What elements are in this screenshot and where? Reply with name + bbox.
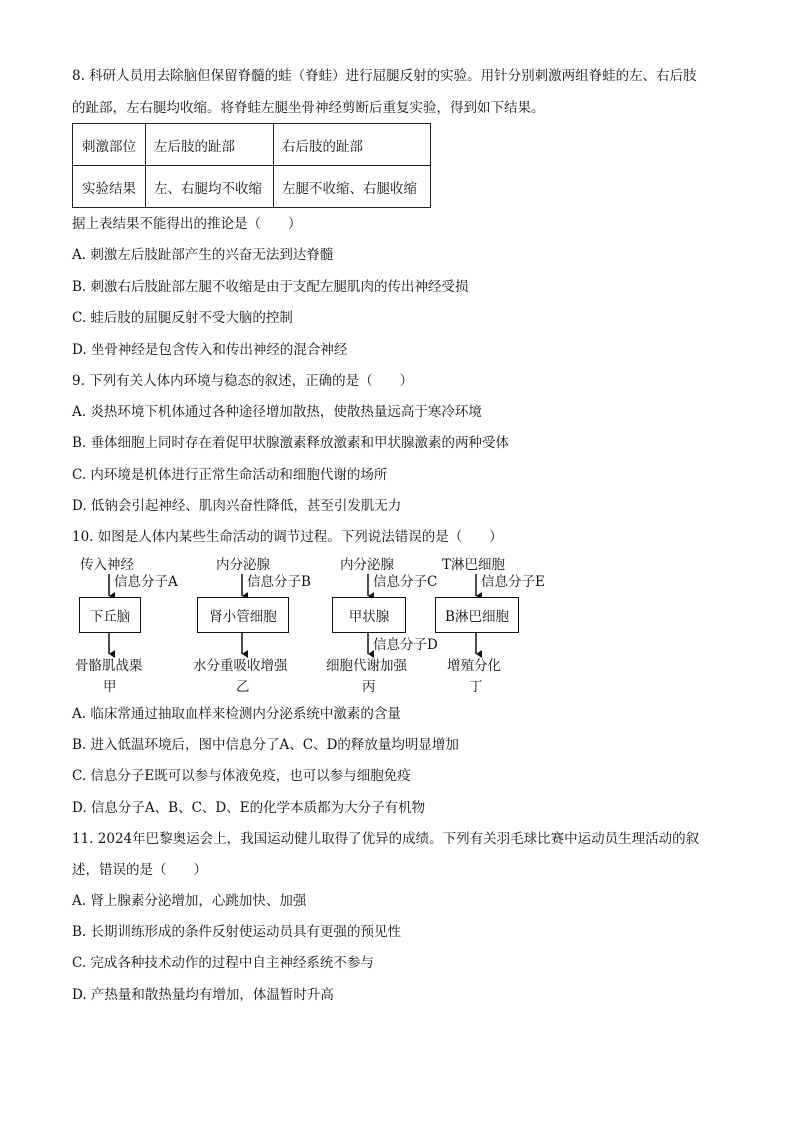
q11-stem-line1: 11. 2024年巴黎奥运会上，我国运动健儿取得了优异的成绩。下列有关羽毛球比赛中运动员生理活动的叙 [72, 831, 700, 847]
q10-option-c: C. 信息分子E既可以参与体液免疫，也可以参与细胞免疫 [72, 768, 411, 784]
q8-question: 据上表结果不能得出的推论是（ ） [72, 216, 302, 232]
q8-option-a: A. 刺激左后肢趾部产生的兴奋无法到达脊髓 [72, 247, 334, 263]
source-label: 内分泌腺 [340, 557, 394, 573]
panel-label: 丁 [469, 679, 483, 695]
box-b-lymphocyte: B淋巴细胞 [435, 597, 519, 633]
signal-label: 信息分子C [373, 574, 438, 590]
table-cell: 左、右腿均不收缩 [146, 166, 274, 208]
q11-option-a: A. 肾上腺素分泌增加，心跳加快、加强 [72, 893, 307, 909]
table-cell: 刺激部位 [73, 124, 146, 166]
effect-label: 增殖分化 [447, 658, 501, 674]
effect-label: 细胞代谢加强 [326, 658, 407, 674]
q9-option-d: D. 低钠会引起神经、肌肉兴奋性降低，甚至引发肌无力 [72, 498, 402, 514]
table-cell: 左腿不收缩、右腿收缩 [274, 166, 431, 208]
signal-label: 信息分子E [481, 574, 545, 590]
q11-option-d: D. 产热量和散热量均有增加，体温暂时升高 [72, 987, 334, 1003]
q8-option-d: D. 坐骨神经是包含传入和传出神经的混合神经 [72, 342, 348, 358]
q9-option-a: A. 炎热环境下机体通过各种途径增加散热，使散热量远高于寒冷环境 [72, 404, 482, 420]
q11-option-b: B. 长期训练形成的条件反射使运动员具有更强的预见性 [72, 924, 402, 940]
source-label: 传入神经 [80, 557, 134, 573]
box-hypothalamus: 下丘脑 [79, 597, 141, 633]
box-renal-tubule-cell: 肾小管细胞 [197, 597, 289, 633]
signal-d-label: 信息分子D [373, 637, 438, 653]
box-thyroid: 甲状腺 [332, 597, 406, 633]
q11-option-c: C. 完成各种技术动作的过程中自主神经系统不参与 [72, 955, 374, 971]
table-cell: 左后肢的趾部 [146, 124, 274, 166]
source-label: T淋巴细胞 [442, 557, 506, 573]
q8-stem-line2: 的趾部，左右腿均收缩。将脊蛙左腿坐骨神经剪断后重复实验，得到如下结果。 [72, 100, 545, 116]
signal-label: 信息分子B [247, 574, 311, 590]
q9-option-c: C. 内环境是机体进行正常生命活动和细胞代谢的场所 [72, 467, 388, 483]
panel-label: 甲 [103, 679, 117, 695]
q10-option-b: B. 进入低温环境后，图中信息分了A、C、D的释放量均明显增加 [72, 737, 459, 753]
q8-option-c: C. 蛙后肢的屈腿反射不受大脑的控制 [72, 310, 293, 326]
table-cell: 右后肢的趾部 [274, 124, 431, 166]
q8-stem-line1: 8. 科研人员用去除脑但保留脊髓的蛙（脊蛙）进行屈腿反射的实验。用针分别刺激两组脊蛙的左、右后肢 [72, 68, 697, 84]
signal-label: 信息分子A [114, 574, 178, 590]
q10-option-d: D. 信息分子A、B、C、D、E的化学本质都为大分子有机物 [72, 800, 426, 816]
q10-stem: 10. 如图是人体内某些生命活动的调节过程。下列说法错误的是（ ） [72, 529, 503, 545]
table-cell: 实验结果 [73, 166, 146, 208]
effect-label: 骨骼肌战栗 [75, 658, 143, 674]
q11-stem-line2: 述，错误的是（ ） [72, 862, 207, 878]
q10-option-a: A. 临床常通过抽取血样来检测内分泌系统中激素的含量 [72, 706, 401, 722]
panel-label: 乙 [236, 679, 250, 695]
source-label: 内分泌腺 [216, 557, 270, 573]
q9-option-b: B. 垂体细胞上同时存在着促甲状腺激素释放激素和甲状腺激素的两种受体 [72, 435, 510, 451]
q9-stem: 9. 下列有关人体内环境与稳态的叙述，正确的是（ ） [72, 373, 414, 389]
panel-label: 丙 [362, 679, 376, 695]
q8-option-b: B. 刺激右后肢趾部左腿不收缩是由于支配左腿肌肉的传出神经受损 [72, 279, 469, 295]
effect-label: 水分重吸收增强 [193, 658, 288, 674]
